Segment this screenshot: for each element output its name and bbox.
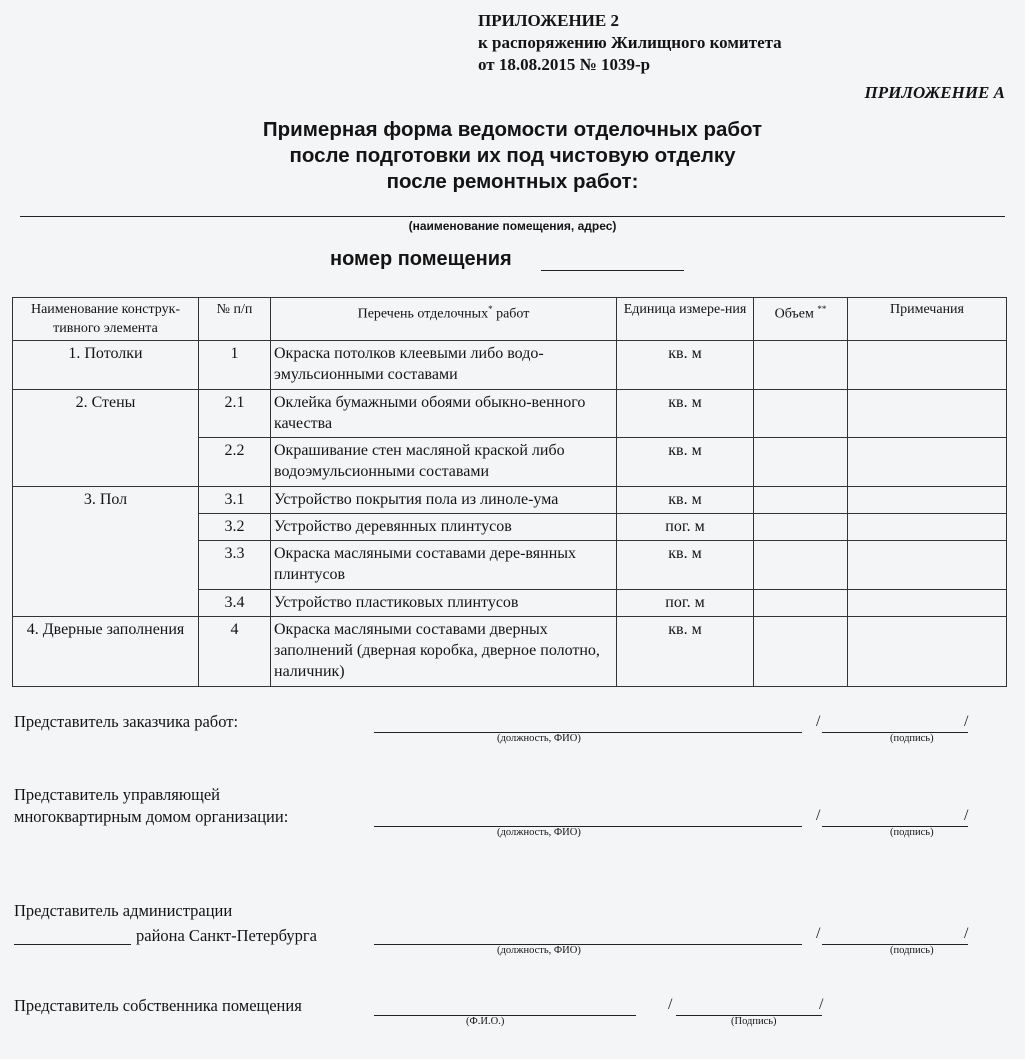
- slash-mark: /: [816, 713, 821, 730]
- unit-cell: кв. м: [617, 487, 754, 514]
- num-cell: 3.1: [199, 487, 271, 514]
- notes-cell[interactable]: [848, 540, 1007, 589]
- notes-cell[interactable]: [848, 438, 1007, 487]
- header-works: Перечень отделочных* работ: [271, 298, 617, 341]
- unit-cell: пог. м: [617, 513, 754, 540]
- work-cell: Окрашивание стен масляной краской либо водоэмульсионными составами: [271, 438, 617, 487]
- form-title-line1: Примерная форма ведомости отделочных работ: [262, 118, 763, 141]
- table-row: [13, 616, 1007, 686]
- notes-cell[interactable]: [848, 389, 1007, 438]
- form-title-line3: после ремонтных работ:: [386, 170, 639, 193]
- num-cell: 1: [199, 341, 271, 390]
- unit-cell: кв. м: [617, 389, 754, 438]
- table-row: [13, 389, 1007, 438]
- notes-cell[interactable]: [848, 487, 1007, 514]
- address-caption: (наименование помещения, адрес): [408, 219, 617, 233]
- header-element: Наименование конструк-тивного элемента: [13, 298, 199, 341]
- management-rep-label-line2: многоквартирным домом организации:: [14, 807, 289, 826]
- element-cell: 2. Стены: [13, 389, 199, 486]
- annex-header: [478, 10, 782, 76]
- annex-order-line: к распоряжению Жилищного комитета: [478, 33, 782, 52]
- volume-cell[interactable]: [754, 487, 848, 514]
- header-volume: Объем **: [754, 298, 848, 341]
- customer-signature-caption: (подпись): [890, 733, 934, 744]
- management-name-caption: (должность, ФИО): [497, 827, 581, 838]
- num-cell: 2.2: [199, 438, 271, 487]
- unit-cell: кв. м: [617, 341, 754, 390]
- unit-cell: кв. м: [617, 616, 754, 686]
- works-table: [12, 297, 1007, 687]
- district-fill-line[interactable]: [14, 944, 131, 945]
- customer-name-caption: (должность, ФИО): [497, 733, 581, 744]
- header-notes: Примечания: [848, 298, 1007, 341]
- owner-name-caption: (Ф.И.О.): [466, 1016, 505, 1027]
- volume-cell[interactable]: [754, 589, 848, 616]
- header-unit: Единица измере-ния: [617, 298, 754, 341]
- management-signature-caption: (подпись): [890, 827, 934, 838]
- volume-cell[interactable]: [754, 513, 848, 540]
- table-header-row: [13, 298, 1007, 341]
- management-rep-label-line1: Представитель управляющей: [14, 785, 221, 804]
- annex-title: ПРИЛОЖЕНИЕ 2: [478, 11, 619, 30]
- table-row: [13, 341, 1007, 390]
- volume-cell[interactable]: [754, 438, 848, 487]
- work-cell: Устройство деревянных плинтусов: [271, 513, 617, 540]
- volume-cell[interactable]: [754, 540, 848, 589]
- header-num: № п/п: [199, 298, 271, 341]
- annex-a-label: ПРИЛОЖЕНИЕ А: [864, 83, 1005, 102]
- unit-cell: пог. м: [617, 589, 754, 616]
- element-cell: 3. Пол: [13, 487, 199, 616]
- customer-rep-label: Представитель заказчика работ:: [14, 712, 239, 731]
- notes-cell[interactable]: [848, 589, 1007, 616]
- admin-rep-label-line2: района Санкт-Петербурга: [136, 926, 317, 945]
- element-cell: 4. Дверные заполнения: [13, 616, 199, 686]
- volume-cell[interactable]: [754, 389, 848, 438]
- address-fill-line[interactable]: [20, 216, 1005, 217]
- room-number-label: номер помещения: [330, 248, 512, 270]
- annex-date-line: от 18.08.2015 № 1039-р: [478, 55, 651, 74]
- volume-cell[interactable]: [754, 616, 848, 686]
- table-row: [13, 487, 1007, 514]
- owner-signature-caption: (Подпись): [731, 1016, 777, 1027]
- num-cell: 2.1: [199, 389, 271, 438]
- num-cell: 4: [199, 616, 271, 686]
- num-cell: 3.4: [199, 589, 271, 616]
- slash-mark: /: [816, 925, 821, 942]
- admin-rep-label-line1: Представитель администрации: [14, 901, 233, 920]
- num-cell: 3.2: [199, 513, 271, 540]
- slash-mark: /: [964, 713, 969, 730]
- element-cell: 1. Потолки: [13, 341, 199, 390]
- slash-mark: /: [964, 925, 969, 942]
- work-cell: Устройство покрытия пола из линоле-ума: [271, 487, 617, 514]
- notes-cell[interactable]: [848, 513, 1007, 540]
- form-title-line2: после подготовки их под чистовую отделку: [289, 144, 736, 167]
- work-cell: Окраска масляными составами дверных заполнений (дверная коробка, дверное полотно, наличник): [271, 616, 617, 686]
- admin-name-caption: (должность, ФИО): [497, 945, 581, 956]
- notes-cell[interactable]: [848, 616, 1007, 686]
- owner-name-line[interactable]: [374, 1015, 636, 1016]
- slash-mark: /: [816, 807, 821, 824]
- admin-signature-caption: (подпись): [890, 945, 934, 956]
- unit-cell: кв. м: [617, 540, 754, 589]
- work-cell: Устройство пластиковых плинтусов: [271, 589, 617, 616]
- slash-mark: /: [668, 996, 673, 1013]
- work-cell: Окраска потолков клеевыми либо водо-эмульсионными составами: [271, 341, 617, 390]
- customer-name-line[interactable]: [374, 732, 802, 733]
- owner-rep-label: Представитель собственника помещения: [14, 996, 302, 1015]
- work-cell: Оклейка бумажными обоями обыкно-венного качества: [271, 389, 617, 438]
- unit-cell: кв. м: [617, 438, 754, 487]
- volume-cell[interactable]: [754, 341, 848, 390]
- management-name-line[interactable]: [374, 826, 802, 827]
- work-cell: Окраска масляными составами дере-вянных плинтусов: [271, 540, 617, 589]
- notes-cell[interactable]: [848, 341, 1007, 390]
- room-number-fill-line[interactable]: [541, 270, 684, 271]
- form-title: [0, 117, 1025, 195]
- num-cell: 3.3: [199, 540, 271, 589]
- admin-name-line[interactable]: [374, 944, 802, 945]
- slash-mark: /: [819, 996, 824, 1013]
- slash-mark: /: [964, 807, 969, 824]
